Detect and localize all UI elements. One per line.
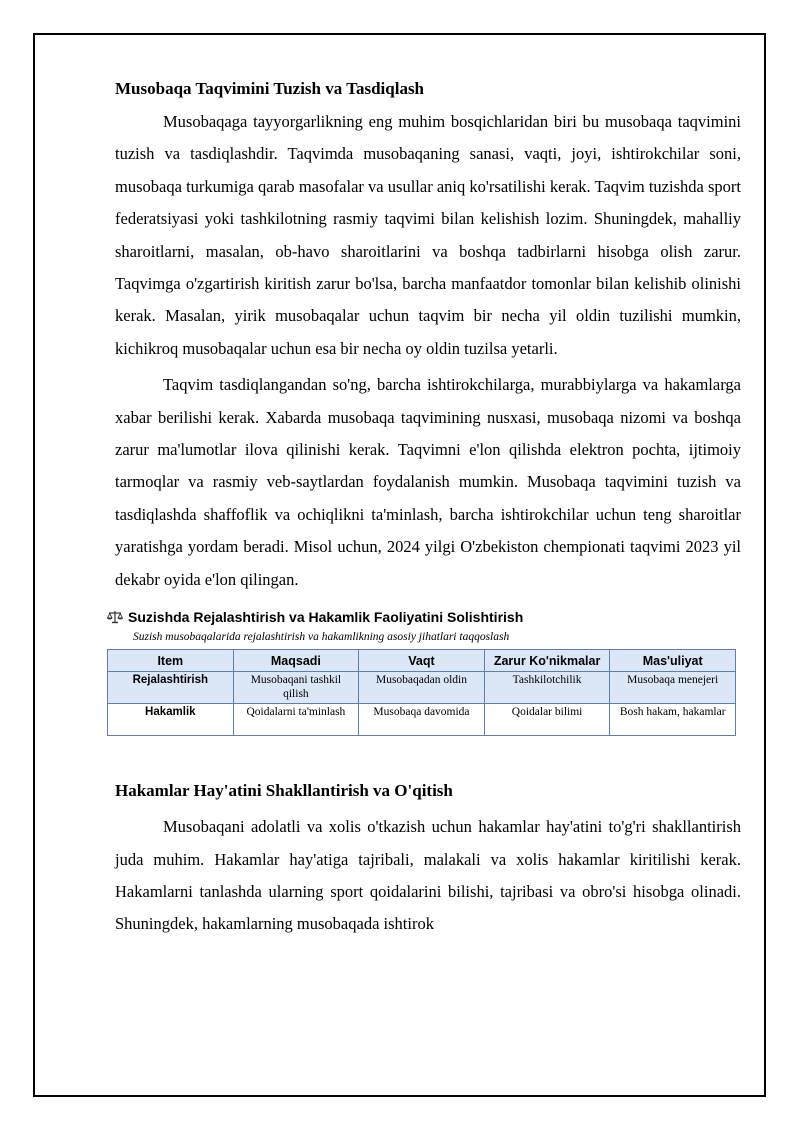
paragraph: Musobaqani adolatli va xolis o'tkazish uchun hakamlar hay'atini to'g'ri shakllantirish juda muhim. Hakamlar hay'atiga tajribali, malakali va xolis hakamlar kiritilishi kerak. Hakamlarni tanlashda ularning sport qoidalarini bilishi, tajribasi va obro'si hisobga olinadi. Shuningdek, hakamlarning musobaqada ishtirok	[115, 817, 741, 934]
paragraph: Taqvim tasdiqlangandan so'ng, barcha ishtirokchilarga, murabbiylarga va hakamlarga xabar berilishi kerak. Xabarda musobaqa taqvimining nusxasi, musobaqa nizomi va boshqa zarur ma'lumotlar ilova qilinishi kerak. Taqvimni e'lon qilishda elektron pochta, ijtimoiy tarmoqlar va rasmiy veb-saytlardan foydalanish mumkin. Musobaqa taqvimini tuzish va tasdiqlashda shaffoflik va ochiqlikni ta'minlash, barcha ishtirokchilar uchun teng sharoitlar yaratishga yordam beradi. Misol uchun, 2024 yilgi O'zbekiston chempionati taqvimi 2023 yil dekabr oyida e'lon qilingan.	[115, 375, 741, 589]
table-cell: Qoidalar bilimi	[484, 704, 610, 736]
table-cell: Musobaqani tashkil qilish	[233, 672, 359, 704]
header-cell: Zarur Ko'nikmalar	[484, 650, 610, 672]
header-cell: Item	[108, 650, 234, 672]
table-cell: Musobaqa menejeri	[610, 672, 736, 704]
table-cell: Tashkilotchilik	[484, 672, 610, 704]
table-row	[108, 672, 736, 704]
row-label: Hakamlik	[108, 704, 234, 736]
document-body	[115, 78, 741, 941]
header-cell: Mas'uliyat	[610, 650, 736, 672]
table-title	[107, 609, 741, 625]
section-heading: Musobaqa Taqvimini Tuzish va Tasdiqlash	[115, 79, 425, 98]
header-cell: Maqsadi	[233, 650, 359, 672]
table-header-row	[108, 650, 736, 672]
section-heading: Hakamlar Hay'atini Shakllantirish va O'qitish	[115, 781, 453, 801]
table-cell: Musobaqadan oldin	[359, 672, 485, 704]
table-cell: Bosh hakam, hakamlar	[610, 704, 736, 736]
header-cell: Vaqt	[359, 650, 485, 672]
paragraph: Musobaqaga tayyorgarlikning eng muhim bosqichlaridan biri bu musobaqa taqvimini tuzish va tasdiqlashdir. Taqvimda musobaqaning sanasi, vaqti, joyi, ishtirokchilar soni, musobaqa turkumiga qarab masofalar va usullar aniq ko'rsatilishi kerak. Taqvim tuzishda sport federatsiyasi yoki tashkilotning rasmiy taqvimi bilan kelishish lozim. Shuningdek, mahalliy sharoitlarni, masalan, ob-havo sharoitlarini va boshqa tadbirlarni hisobga olish zarur. Taqvimga o'zgartirish kiritish zarur bo'lsa, barcha manfaatdor tomonlar bilan kelishib olinishi kerak. Masalan, yirik musobaqalar uchun taqvim bir necha yil oldin tuzilishi mumkin, kichikroq musobaqalar uchun esa bir necha oy oldin tuzilsa yetarli.	[115, 112, 741, 358]
table-subtitle: Suzish musobaqalarida rejalashtirish va hakamlikning asosiy jihatlari taqqoslash	[133, 631, 510, 644]
comparison-table	[107, 649, 736, 736]
row-label: Rejalashtirish	[108, 672, 234, 704]
table-row	[108, 704, 736, 736]
table-cell: Musobaqa davomida	[359, 704, 485, 736]
scales-icon	[107, 610, 123, 624]
table-cell: Qoidalarni ta'minlash	[233, 704, 359, 736]
table-title-text: Suzishda Rejalashtirish va Hakamlik Faoliyatini Solishtirish	[128, 609, 524, 626]
